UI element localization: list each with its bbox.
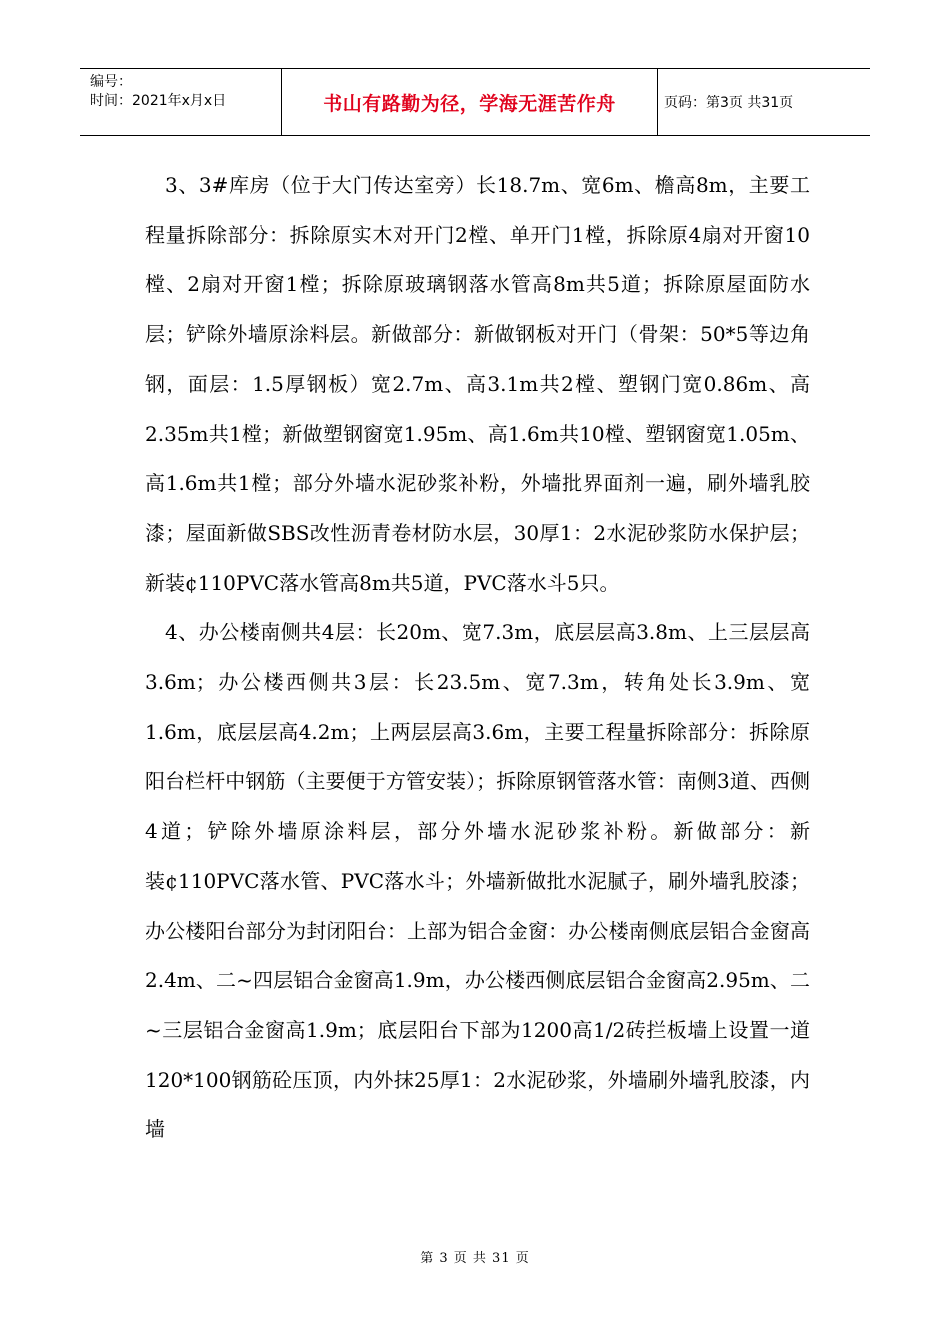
header-page-info: 页码：第3页 共31页	[664, 95, 794, 111]
document-body	[145, 161, 810, 1155]
header-motto: 书山有路勤为径，学海无涯苦作舟	[282, 69, 658, 135]
page-header	[80, 68, 870, 136]
header-meta	[80, 69, 282, 135]
paragraph-item-4: 4、办公楼南侧共4层：长20m、宽7.3m，底层层高3.8m、上三层层高3.6m；办公楼西侧共3层：长23.5m、宽7.3m，转角处长3.9m、宽1.6m，底层层高4.2m；上两层层高3.6m，主要工程量拆除部分：拆除原阳台栏杆中钢筋（主要便于方管安装）；拆除原钢管落水管：南侧3道、西侧4道；铲除外墙原涂料层，部分外墙水泥砂浆补粉。新做部分：新装¢110PVC落水管、PVC落水斗；外墙新做批水泥腻子，刷外墙乳胶漆；办公楼阳台部分为封闭阳台：上部为铝合金窗：办公楼南侧底层铝合金窗高2.4m、二~四层铝合金窗高1.9m，办公楼西侧底层铝合金窗高2.95m、二~三层铝合金窗高1.9m；底层阳台下部为1200高1/2砖拦板墙上设置一道120*100钢筋砼压顶，内外抹25厚1：2水泥砂浆，外墙刷外墙乳胶漆，内墙	[145, 620, 810, 1142]
document-time-label: 时间：2021年x月x日	[90, 93, 227, 109]
paragraph-item-3: 3、3#库房（位于大门传达室旁）长18.7m、宽6m、檐高8m，主要工程量拆除部分：拆除原实木对开门2樘、单开门1樘，拆除原4扇对开窗10樘、2扇对开窗1樘；拆除原玻璃钢落水管高8m共5道；拆除原屋面防水层；铲除外墙原涂料层。新做部分：新做钢板对开门（骨架：50*5等边角钢，面层：1.5厚钢板）宽2.7m、高3.1m共2樘、塑钢门宽0.86m、高2.35m共1樘；新做塑钢窗宽1.95m、高1.6m共10樘、塑钢窗宽1.05m、高1.6m共1樘；部分外墙水泥砂浆补粉，外墙批界面剂一遍，刷外墙乳胶漆；屋面新做SBS改性沥青卷材防水层，30厚1：2水泥砂浆防水保护层；新装¢110PVC落水管高8m共5道，PVC落水斗5只。	[145, 173, 810, 595]
document-number-label: 编号：	[90, 74, 132, 90]
page-footer: 第 3 页 共 31 页	[420, 1251, 530, 1266]
